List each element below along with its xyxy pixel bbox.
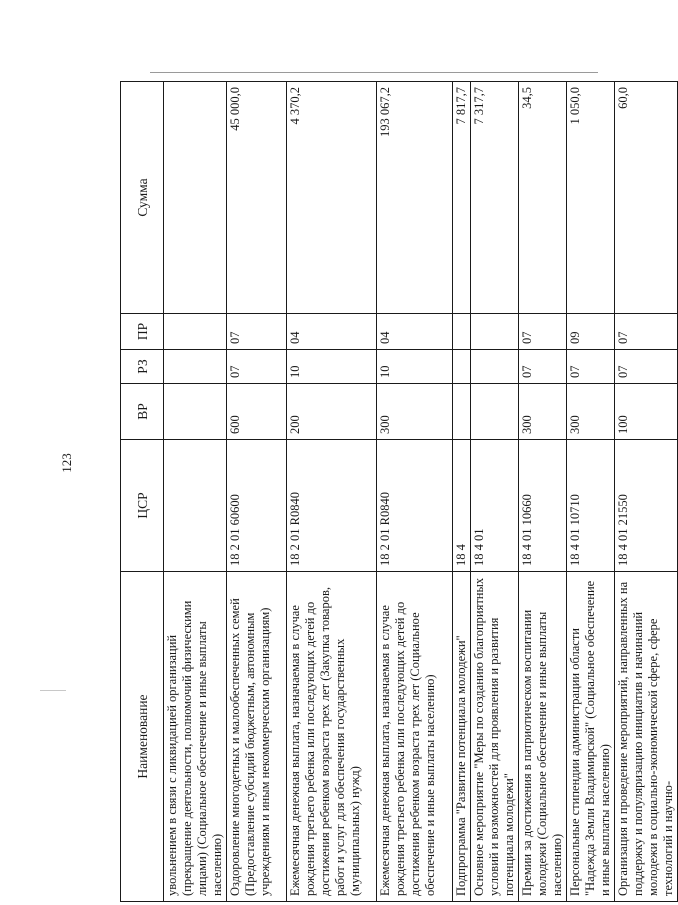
table-row (287, 82, 377, 902)
row-name: Основное мероприятие "Меры по созданию благоприятных условий и возможностей для проявления и развития потенциала молодежи" (471, 572, 519, 902)
row-pr: 07 (615, 314, 678, 350)
row-name: увольнением в связи с ликвидацией организаций (прекращение деятельности, полномочий физическими лицами) (Социальное обеспечение и иные выплаты населению) (164, 572, 227, 902)
table-row (453, 82, 471, 902)
row-name: Подпрограмма "Развитие потенциала молодежи" (453, 572, 471, 902)
row-rz (471, 350, 519, 384)
row-rz: 10 (377, 350, 453, 384)
table-row (164, 82, 227, 902)
row-rz: 10 (287, 350, 377, 384)
row-sum (164, 82, 227, 314)
row-csr: 18 4 01 (471, 440, 519, 572)
row-csr: 18 2 01 R0840 (287, 440, 377, 572)
row-vr (453, 384, 471, 440)
table-row (615, 82, 678, 902)
row-rz (453, 350, 471, 384)
row-sum: 60,0 (615, 82, 678, 314)
row-vr: 300 (377, 384, 453, 440)
header-rz: РЗ (121, 350, 164, 384)
row-sum: 1 050,0 (567, 82, 615, 314)
row-csr: 18 2 01 60600 (227, 440, 287, 572)
row-rz: 07 (519, 350, 567, 384)
table-header-row (121, 82, 164, 902)
row-rz: 07 (567, 350, 615, 384)
row-vr: 200 (287, 384, 377, 440)
row-rz: 07 (227, 350, 287, 384)
row-vr: 300 (519, 384, 567, 440)
row-pr: 04 (377, 314, 453, 350)
row-sum: 7 817,7 (453, 82, 471, 314)
row-name: Организация и проведение мероприятий, направленных на поддержку и популяризацию инициатив и начинаний молодежи в социально-экономической сфере, сфере технологий и научно- (615, 572, 678, 902)
table-row (471, 82, 519, 902)
row-name: Ежемесячная денежная выплата, назначаемая в случае рождения третьего ребенка или последующих детей до достижения ребенком возраста трех лет (Закупка товаров, работ и услуг для обеспечения государственных (муниципальных) нужд) (287, 572, 377, 902)
header-csr: ЦСР (121, 440, 164, 572)
scan-mark-top (150, 72, 598, 73)
row-csr: 18 4 01 10710 (567, 440, 615, 572)
row-pr (164, 314, 227, 350)
row-name: Ежемесячная денежная выплата, назначаемая в случае рождения третьего ребенка или последующих детей до достижения ребенком возраста трех лет (Социальное обеспечение и иные выплаты населению) (377, 572, 453, 902)
header-pr: ПР (121, 314, 164, 350)
row-name: Оздоровление многодетных и малообеспеченных семей (Предоставление субсидий бюджетным, автономным учреждениям и иным некоммерческим организациям) (227, 572, 287, 902)
row-vr: 300 (567, 384, 615, 440)
row-csr: 18 4 01 21550 (615, 440, 678, 572)
table-row (567, 82, 615, 902)
header-vr: ВР (121, 384, 164, 440)
scan-mark-bottom (40, 690, 66, 691)
row-rz (164, 350, 227, 384)
row-pr (453, 314, 471, 350)
row-pr: 07 (227, 314, 287, 350)
row-sum: 4 370,2 (287, 82, 377, 314)
row-pr: 07 (519, 314, 567, 350)
budget-table-page (120, 82, 675, 902)
row-csr: 18 4 01 10660 (519, 440, 567, 572)
row-sum: 45 000,0 (227, 82, 287, 314)
row-name: Персональные стипендии администрации области "Надежда Земли Владимирской" (Социальное обеспечение и иные выплаты населению) (567, 572, 615, 902)
table-row (227, 82, 287, 902)
rotated-table-container (120, 82, 675, 902)
row-vr: 100 (615, 384, 678, 440)
page-number: 123 (59, 453, 74, 473)
row-vr: 600 (227, 384, 287, 440)
header-sum: Сумма (121, 82, 164, 314)
table-row (377, 82, 453, 902)
row-sum: 7 317,7 (471, 82, 519, 314)
row-pr: 09 (567, 314, 615, 350)
row-pr: 04 (287, 314, 377, 350)
row-sum: 34,5 (519, 82, 567, 314)
table-row (519, 82, 567, 902)
row-name: Премии за достижения в патриотическом воспитании молодежи (Социальное обеспечение и иные выплаты населению) (519, 572, 567, 902)
row-vr (164, 384, 227, 440)
header-name: Наименование (121, 572, 164, 902)
row-sum: 193 067,2 (377, 82, 453, 314)
row-pr (471, 314, 519, 350)
row-csr: 18 2 01 R0840 (377, 440, 453, 572)
budget-table (120, 81, 678, 902)
row-csr (164, 440, 227, 572)
row-vr (471, 384, 519, 440)
row-rz: 07 (615, 350, 678, 384)
row-csr: 18 4 (453, 440, 471, 572)
